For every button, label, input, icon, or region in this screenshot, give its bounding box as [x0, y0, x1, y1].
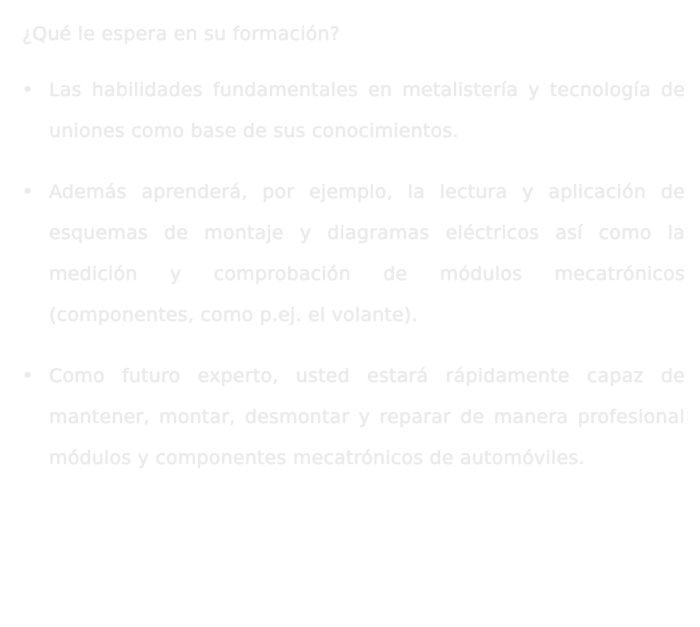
list-item-text: Las habilidades fundamentales en metalistería y tecnología de uniones como base de sus conocimientos.: [49, 79, 685, 142]
list-item-text: Como futuro experto, usted estará rápidamente capaz de mantener, montar, desmontar y reparar de manera profesional módulos y componentes mecatrónicos de automóviles.: [49, 365, 685, 469]
section-heading: ¿Qué le espera en su formación?: [22, 23, 341, 45]
list-item: [22, 70, 685, 152]
list-item: [22, 356, 685, 479]
bullet-list: [22, 70, 685, 479]
list-item-text: Además aprenderá, por ejemplo, la lectura y aplicación de esquemas de montaje y diagramas eléctricos así como la medición y comprobación de módulos mecatrónicos (componentes, como p.ej. el volante).: [49, 181, 685, 326]
bullet-icon: •: [22, 365, 34, 387]
list-item: [22, 172, 685, 336]
bullet-icon: •: [22, 181, 34, 203]
bullet-icon: •: [22, 79, 34, 101]
